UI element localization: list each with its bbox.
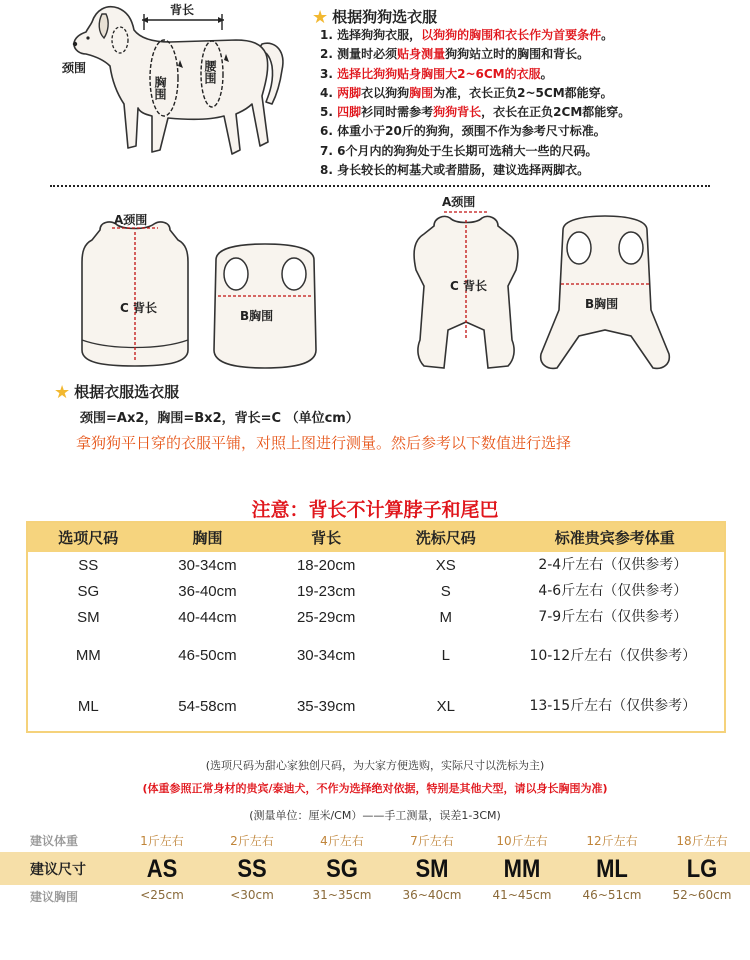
size-note: (选项尺码为甜心家独创尺码，为大家方便选购，实际尺寸以洗标为主) [205,759,545,772]
sizing-rules-list [320,26,740,180]
header-label-size: 洗标尺码 [386,522,506,552]
waist-girth-label: 腰围 [203,60,217,84]
header-chest: 胸围 [149,522,267,552]
sizing-rule-7: 7. 6个月内的狗狗处于生长期可选稍大一些的尺码。 [320,143,598,158]
suggested-weight-row: 建议体重 1斤左右 2斤左右 4斤左右 7斤左右 10斤左右 12斤左右 18斤左右 [0,832,750,850]
a-neck-label-1: A颈围 [114,213,148,227]
sizing-rule-4: 4. 两脚衣以狗狗胸围为准，衣长正负2~5CM都能穿。 [320,85,613,100]
table-row: ML 54-58cm 35-39cm XL 13-15斤左右（仅供参考） [77,697,697,715]
header-option-size: 选项尺码 [27,522,149,552]
sizing-rule-3: 3. 选择比狗狗贴身胸围大2~6CM的衣服。 [320,66,553,81]
dog-measurement-diagram [40,0,290,175]
header-back-length: 背长 [266,522,386,552]
measurement-instruction: 拿狗狗平日穿的衣服平铺，对照上图进行测量。然后参考以下数值进行选择 [76,434,572,452]
section-divider [50,185,710,187]
suggested-chest-row: 建议胸围 <25cm <30cm 31~35cm 36~40cm 41~45cm 46~51cm 52~60cm [0,888,750,906]
table-row: SM 40-44cm 25-29cm M 7-9斤左右（仅供参考） [77,608,688,626]
suggested-weight-label: 建议体重 [30,834,79,848]
four-leg-suit-belly-diagram [535,214,675,372]
measurement-note: (测量单位：厘米/CM）——手工测量，误差1-3CM) [249,809,501,822]
two-leg-shirt-back-diagram [70,200,200,372]
table-row: SS 30-34cm 18-20cm XS 2-4斤左右（仅供参考） [78,556,688,574]
star-icon: ★ [312,7,329,28]
choose-by-clothes-title: ★ 根据衣服选衣服 [54,382,180,403]
star-icon: ★ [54,382,71,403]
chest-girth-label: 胸围 [153,76,167,100]
sizing-rule-6: 6. 体重小于20斤的狗狗，颈围不作为参考尺寸标准。 [320,124,606,139]
size-table-header [27,522,725,552]
suggested-size-row: 建议尺寸 AS SS SG SM MM ML LG [0,852,750,885]
sizing-rule-1: 1. 选择狗狗衣服，以狗狗的胸围和衣长作为首要条件。 [320,28,614,42]
weight-note: (体重参照正常身材的贵宾/泰迪犬，不作为选择绝对依据，特别是其他犬型，请以身长胸围为准) [142,782,608,795]
table-row: SG 36-40cm 19-23cm S 4-6斤左右（仅供参考） [77,582,688,600]
c-back-label-2: C 背长 [450,279,487,293]
back-length-label: 背长 [170,3,195,17]
b-chest-label-1: B胸围 [240,309,274,323]
b-chest-label-2: B胸围 [585,297,619,311]
sizing-rule-5: 5. 四脚衫同时需参考狗狗背长，衣长在正负2CM都能穿。 [320,105,631,120]
four-leg-suit-back-diagram [404,190,528,372]
notice-heading: 注意：背长不计算脖子和尾巴 [251,499,499,521]
suggested-chest-label: 建议胸围 [30,890,79,904]
two-leg-shirt-belly-diagram [208,240,323,372]
suggested-size-label: 建议尺寸 [30,861,86,878]
choose-by-dog-title: ★ 根据狗狗选衣服 [312,7,438,28]
a-neck-label-2: A颈围 [442,195,476,209]
size-table [26,521,726,733]
neck-girth-label: 颈围 [62,61,87,75]
header-reference-weight: 标准贵宾参考体重 [506,522,725,552]
table-row: MM 46-50cm 30-34cm L 10-12斤左右（仅供参考） [75,647,697,664]
sizing-rule-2: 2. 测量时必须贴身测量狗狗站立时的胸围和背长。 [320,47,590,62]
measurement-formula: 颈围=Ax2，胸围=Bx2，背长=C （单位cm） [80,411,359,426]
c-back-label-1: C 背长 [120,301,157,315]
sizing-rule-8: 8. 身长较长的柯基犬或者腊肠，建议选择两脚衣。 [320,163,590,178]
